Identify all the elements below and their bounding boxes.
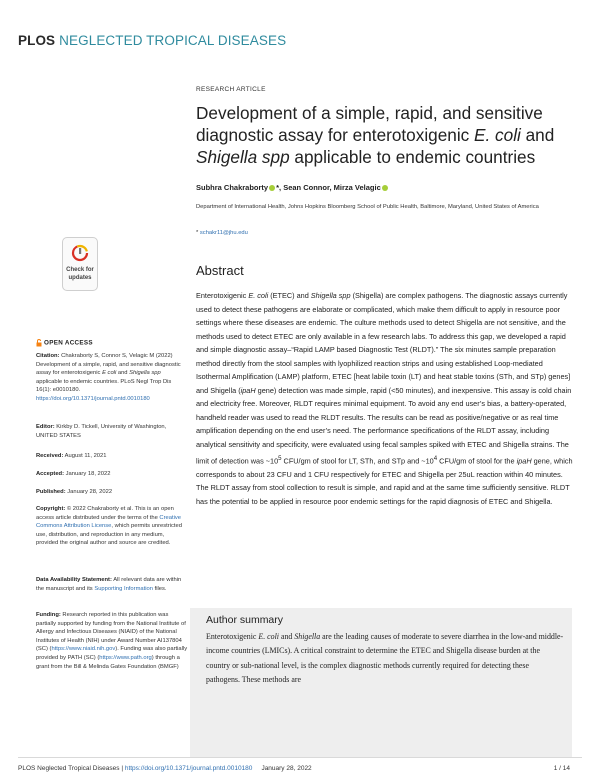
journal-header [18,33,286,48]
supporting-info-link[interactable]: Supporting Information [94,585,153,592]
author-name[interactable]: Sean Connor [283,183,330,192]
article-title: Development of a simple, rapid, and sensitive diagnostic assay for enterotoxigenic E. coli and Shigella spp applicable to endemic countries [196,103,555,167]
author-name[interactable]: Subhra Chakraborty [196,183,269,192]
citation-block: Citation: Chakraborty S, Connor S, Velagic M (2022) Development of a simple, rapid, and sensitive diagnostic assay for enterotoxigenic E coli and Shigella spp applicable to endemic countries. PLoS Negl Trop Dis 16(1): e0010180. https://doi.org/10.1371/journal.pntd.0010180 [36,353,181,402]
open-access-label: OPEN ACCESS [36,339,93,347]
author-name[interactable]: Mirza Velagic [333,183,381,192]
orcid-icon[interactable] [382,185,388,191]
published-date: Published: January 28, 2022 [36,489,113,495]
footer-date: January 28, 2022 [261,765,312,772]
abstract-heading: Abstract [196,263,244,278]
affiliation: Department of International Health, Johns Hopkins Bloomberg School of Public Health, Baltimore, Maryland, United States of America [196,204,539,210]
abstract-text: Enterotoxigenic E. coli (ETEC) and Shigella spp (Shigella) are complex pathogens. The diagnostic assays currently used to detect these pathogens are elaborate or complicated, which make them difficult to apply in resource poor settings where these diseases are endemic. The culture methods used to detect Shigella are not sensitive, and the methods used to detect ETEC are only available in a few research labs. To address this gap, we developed a rapid and simple diagnostic assay–“Rapid LAMP based Diagnostic Test (RLDT).” The six minutes sample preparation method directly from the stool samples with lyophilized reaction strips and using established Loop-mediated Isothermal Amplification (LAMP) platform, ETEC [heat labile toxin (LT) and heat stable toxins (STh, and STp) genes] and Shigella (ipaH gene) detection was made simple, rapid (<50 minutes), and inexpensive. This assay is cold chain and electricity free. Moreover, RLDT requires minimal equipment. To avoid any end user’s bias, a battery-operated, handheld reader was used to read the RLDT results. The results can be read as positive/negative or as real time amplification depending on the end user’s need. The performance specifications of the RLDT assay, including analytical sensitivity and specificity, were evaluated using fecal samples spiked with ETEC and Shigella strains. The limit of detection was $\sim 10^5$ CFU/gm of stool for LT, STh, and STp and $\sim 10^4$ CFU/gm of stool for the ipaH gene, which corresponds to about 23 CFU and 1 CFU respectively for ETEC and Shigella per 25uL reaction within 40 minutes. The RLDT assay from stool collection to result is simple, and rapid and at the same time sufficiently sensitive. RLDT has the potential to be applied in resource poor endemic settings for the rapid diagnosis of ETEC and Shigella. [196,291,573,506]
accepted-date: Accepted: January 18, 2022 [36,471,111,477]
orcid-icon[interactable] [269,185,275,191]
publisher-logo: PLOS [18,33,56,48]
received-date: Received: August 11, 2021 [36,453,107,459]
path-link[interactable]: https://www.path.org [99,654,152,661]
author-summary-heading: Author summary [206,614,284,626]
update-ring-icon [71,244,89,262]
data-availability-block: Data Availability Statement: All relevant data are within the manuscript and its Supporting Information files. [36,577,182,592]
footer-doi-link[interactable]: https://doi.org/10.1371/journal.pntd.0010180 [124,765,253,772]
funding-block: Funding: Research reported in this publication was partially supported by funding from the National Institute of Allergy and Infectious Diseases (NIAID) of the National Institutes of Health (NIH) under Award Number AI137804 (SC) (https://www.niaid.nih.gov). Funding was also partially provided by PATH (SC) (https://www.path.org) through a grant from the Bill & Melinda Gates Foundation (BMGF) [36,612,188,670]
footer-divider [18,757,582,758]
niaid-link[interactable]: https://www.niaid.nih.gov [51,646,116,653]
journal-name: NEGLECTED TROPICAL DISEASES [59,33,287,48]
article-type: RESEARCH ARTICLE [196,86,266,93]
citation-doi-link[interactable]: https://doi.org/10.1371/journal.pntd.0010180 [36,395,150,402]
license-link[interactable]: Creative Commons Attribution License [36,514,181,530]
copyright-block: Copyright: © 2022 Chakraborty et al. This is an open access article distributed under the terms of the Creative Commons Attribution License, which permits unrestricted use, distribution, and reproduction in any medium, provided the original author and source are credited. [36,506,182,547]
author-summary-text: Enterotoxigenic E. coli and Shigella are the leading causes of moderate to severe diarrhea in the low-and middle-income countries (LMICs). A critical constraint to determine the ETEC and Shigella disease burden at the country or sub-national level, is the complex diagnostic methods currently required for detecting these pathogens. These methods are [206,632,564,684]
badge-label-line1: Check for [66,267,94,273]
check-for-updates-badge[interactable] [62,237,98,291]
badge-label-line2: updates [68,275,92,281]
email-link[interactable]: schakr11@jhu.edu [199,230,248,236]
editor-block: Editor: Kirkby D. Tickell, University of Washington, UNITED STATES [36,424,167,439]
page-footer: PLOS Neglected Tropical Diseases | https://doi.org/10.1371/journal.pntd.0010180 January 28, 2022 [18,765,312,772]
corresponding-email: * schakr11@jhu.edu [196,230,248,236]
author-list: Subhra Chakraborty *, Sean Connor, Mirza Velagic [196,183,389,192]
page-number: 1 / 14 [553,765,570,772]
corresponding-mark: * [276,183,280,192]
open-lock-icon [36,339,42,347]
